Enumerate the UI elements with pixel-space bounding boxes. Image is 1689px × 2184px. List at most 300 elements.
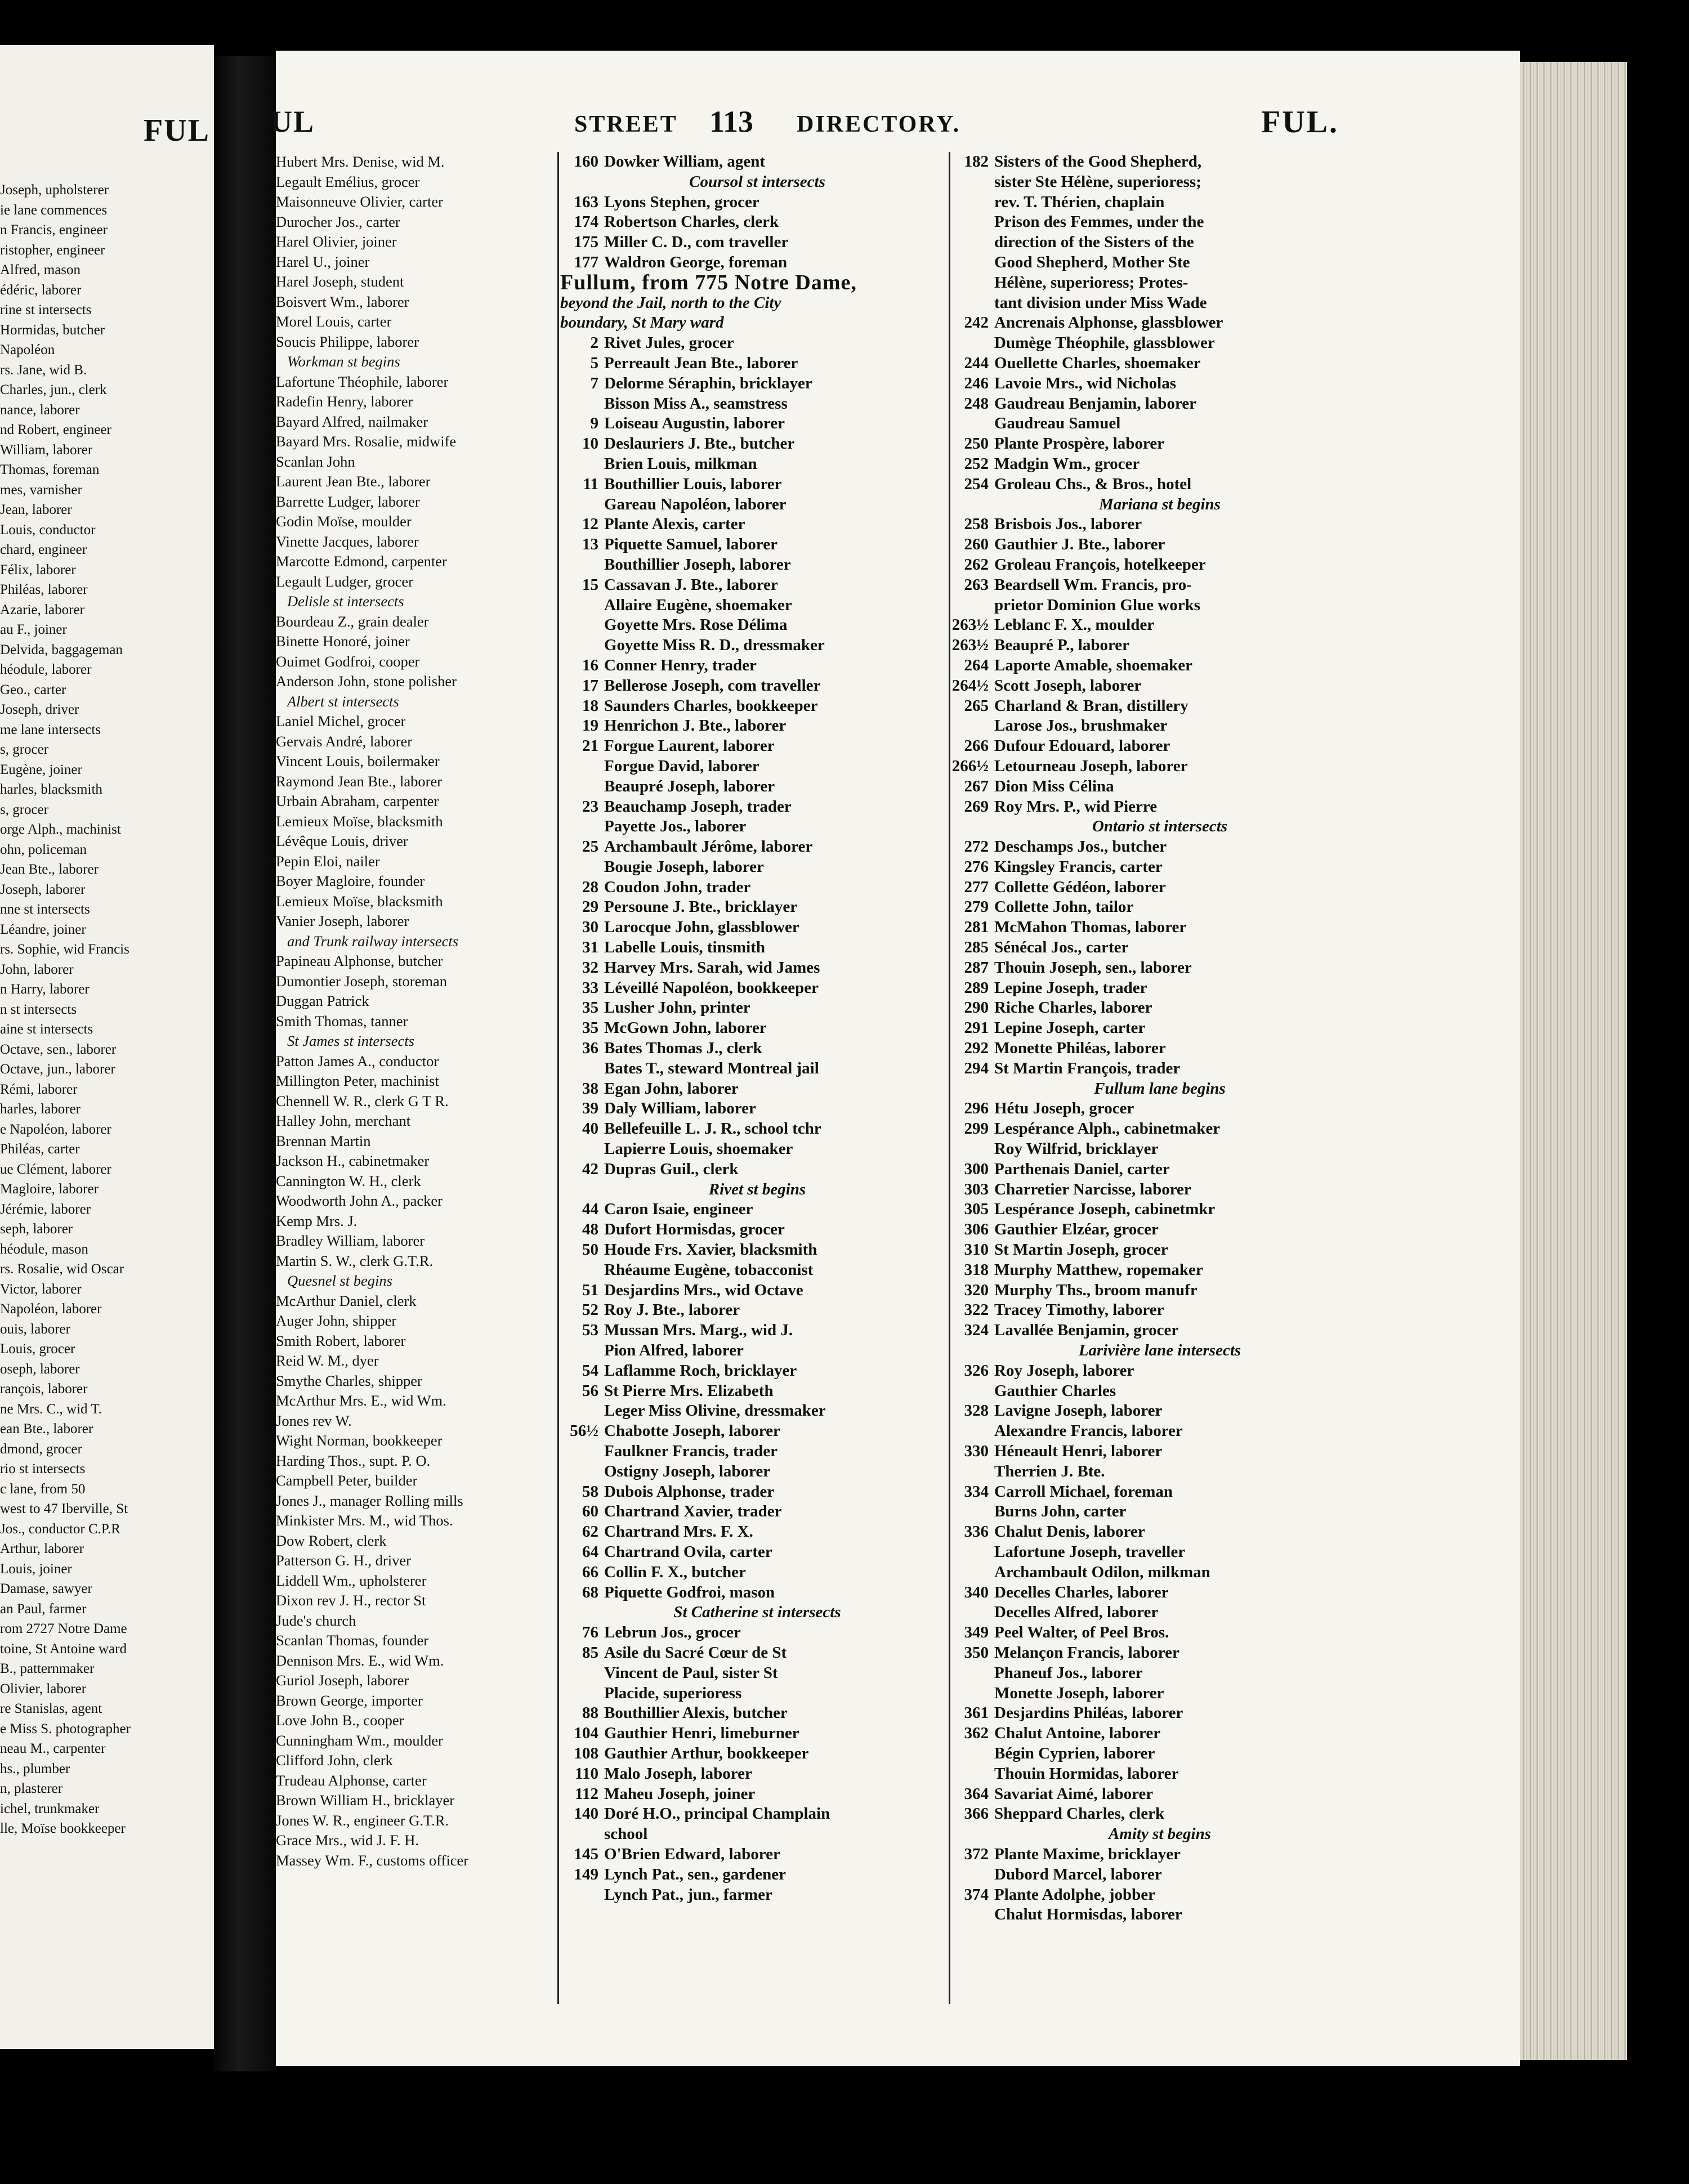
- resident-name: Laurent Jean Bte., laborer: [276, 473, 431, 490]
- header-left-running-head: UL: [270, 105, 315, 138]
- street-intersection-heading: Amity st begins: [1108, 1825, 1212, 1843]
- resident-name: Desjardins Philéas, laborer: [994, 1704, 1183, 1722]
- directory-entry: [560, 394, 954, 414]
- directory-entry: [276, 991, 546, 1012]
- directory-entry: [951, 615, 1368, 635]
- directory-entry: [560, 837, 954, 857]
- resident-name: Lavallée Benjamin, grocer: [994, 1321, 1179, 1340]
- house-number: 112: [575, 1784, 598, 1803]
- house-number: 276: [964, 857, 989, 876]
- directory-entry: [276, 1591, 546, 1611]
- resident-name: prietor Dominion Glue works: [994, 596, 1200, 614]
- directory-entry: [560, 978, 954, 999]
- directory-entry: [951, 777, 1368, 797]
- house-number: 244: [964, 353, 989, 372]
- house-number: 267: [964, 777, 989, 795]
- resident-name: Raymond Jean Bte., laborer: [276, 772, 443, 790]
- directory-entry: [560, 757, 954, 777]
- resident-name: Deslauriers J. Bte., butcher: [604, 435, 795, 453]
- resident-name: Rhéaume Eugène, tobacconist: [604, 1260, 814, 1279]
- directory-entry: [276, 972, 546, 992]
- directory-entry: [560, 1462, 954, 1482]
- directory-entry: [951, 1885, 1368, 1905]
- resident-name: Cannington W. H., clerk: [276, 1172, 421, 1189]
- resident-name: Gervais André, laborer: [276, 732, 413, 750]
- directory-entry: [276, 372, 546, 392]
- house-number: 279: [964, 898, 989, 916]
- resident-name: Robertson Charles, clerk: [604, 213, 779, 231]
- directory-entry: [560, 596, 954, 616]
- directory-entry: [951, 1361, 1368, 1381]
- directory-entry: [560, 1563, 954, 1583]
- fragment-line: s, grocer: [0, 742, 49, 757]
- fragment-line: aine st intersects: [0, 1022, 93, 1037]
- street-intersection-heading: Fullum lane begins: [1094, 1079, 1226, 1098]
- house-number: 182: [964, 153, 989, 171]
- directory-entry: [276, 1471, 546, 1491]
- directory-entry: [276, 232, 546, 252]
- fragment-line: Louis, grocer: [0, 1341, 75, 1357]
- directory-entry: [560, 1300, 954, 1321]
- resident-name: Godin Moïse, moulder: [276, 513, 412, 530]
- resident-name: Desjardins Mrs., wid Octave: [604, 1281, 803, 1299]
- fragment-line: John, laborer: [0, 961, 74, 977]
- resident-name: Therrien J. Bte.: [994, 1462, 1105, 1480]
- directory-entry: [951, 918, 1368, 938]
- directory-entry: [560, 193, 954, 213]
- resident-name: Jones W. R., engineer G.T.R.: [276, 1811, 449, 1829]
- fragment-line: William, laborer: [0, 442, 93, 458]
- resident-name: Martin S. W., clerk G.T.R.: [276, 1252, 434, 1269]
- resident-name: Brennan Martin: [276, 1132, 371, 1149]
- resident-name: Gareau Napoléon, laborer: [604, 495, 787, 513]
- resident-name: Scanlan John: [276, 453, 355, 470]
- fragment-line: an Paul, farmer: [0, 1601, 87, 1617]
- resident-name: Chartrand Mrs. F. X.: [604, 1523, 753, 1541]
- resident-name: Bellefeuille L. J. R., school tchr: [604, 1120, 821, 1138]
- resident-name: Radefin Henry, laborer: [276, 393, 413, 410]
- directory-entry: [560, 1361, 954, 1381]
- house-number: 266½: [951, 757, 989, 775]
- fragment-line: Delvida, baggageman: [0, 642, 123, 657]
- resident-name: Laporte Amable, shoemaker: [994, 656, 1192, 674]
- directory-entry: [951, 313, 1368, 333]
- resident-name: Peel Walter, of Peel Bros.: [994, 1623, 1169, 1642]
- directory-entry: [560, 918, 954, 938]
- house-number: 29: [582, 898, 598, 916]
- resident-name: Letourneau Joseph, laborer: [994, 757, 1188, 775]
- directory-entry: [951, 656, 1368, 676]
- resident-name: Deschamps Jos., butcher: [994, 838, 1167, 856]
- resident-name: Dubois Alphonse, trader: [604, 1482, 775, 1501]
- directory-entry: [276, 532, 546, 552]
- fragment-line: ohn, policeman: [0, 842, 87, 857]
- directory-entry: [560, 1583, 954, 1603]
- fragment-line: Hormidas, butcher: [0, 322, 105, 338]
- directory-entry: [951, 1200, 1368, 1220]
- directory-entry: [951, 1160, 1368, 1180]
- resident-name: Léveillé Napoléon, bookkeeper: [604, 978, 819, 997]
- listing-column-3: [951, 152, 1368, 1925]
- fragment-line: héodule, mason: [0, 1241, 88, 1257]
- resident-name: Harel U., joiner: [276, 253, 370, 270]
- resident-name: Massey Wm. F., customs officer: [276, 1851, 469, 1869]
- resident-name: Urbain Abraham, carpenter: [276, 793, 439, 809]
- fragment-line: Olivier, laborer: [0, 1681, 87, 1697]
- directory-entry: [560, 1865, 954, 1885]
- street-intersection-heading: Mariana st begins: [1099, 495, 1221, 513]
- directory-entry: [560, 232, 954, 253]
- directory-entry: [276, 1171, 546, 1192]
- house-number: 334: [964, 1482, 989, 1501]
- fragment-line: toine, St Antoine ward: [0, 1641, 127, 1657]
- resident-name: Conner Henry, trader: [604, 656, 757, 674]
- directory-entry: [560, 1522, 954, 1542]
- resident-name: Goyette Miss R. D., dressmaker: [604, 636, 825, 655]
- resident-name: Barrette Ludger, laborer: [276, 493, 420, 510]
- directory-entry: [276, 812, 546, 832]
- fragment-line: édéric, laborer: [0, 282, 82, 298]
- resident-name: Caron Isaie, engineer: [604, 1200, 753, 1219]
- fragment-line: Jean Bte., laborer: [0, 862, 99, 877]
- directory-entry: [560, 817, 954, 837]
- resident-name: Coudon John, trader: [604, 878, 751, 896]
- fragment-line: rançois, laborer: [0, 1381, 88, 1397]
- fragment-line: rs. Jane, wid B.: [0, 362, 87, 378]
- house-number: 40: [582, 1120, 598, 1138]
- resident-name: Henrichon J. Bte., laborer: [604, 717, 787, 735]
- house-number: 281: [964, 918, 989, 937]
- resident-name: Brisbois Jos., laborer: [994, 515, 1142, 534]
- directory-entry: [951, 1663, 1368, 1684]
- directory-entry: [276, 1811, 546, 1831]
- fragment-line: nd Robert, engineer: [0, 422, 111, 437]
- header-right-running-head: FUL.: [1261, 105, 1339, 140]
- house-number: 177: [574, 253, 598, 271]
- resident-name: Egan John, laborer: [604, 1079, 739, 1098]
- resident-name: Morel Louis, carter: [276, 313, 392, 330]
- house-number: 25: [582, 838, 598, 856]
- street-description: beyond the Jail, north to the City: [560, 293, 781, 312]
- directory-entry: [276, 1491, 546, 1511]
- directory-entry: [951, 978, 1368, 999]
- resident-name: Auger John, shipper: [276, 1312, 397, 1329]
- house-number: 322: [964, 1301, 989, 1319]
- resident-name: Bates T., steward Montreal jail: [604, 1059, 819, 1077]
- resident-name: Monette Philéas, laborer: [994, 1039, 1166, 1058]
- resident-name: Gaudreau Samuel: [994, 414, 1121, 433]
- directory-entry: [276, 432, 546, 452]
- house-number: 38: [582, 1079, 598, 1098]
- directory-entry: [276, 272, 546, 292]
- street-intersection-heading: Quesnel st begins: [287, 1272, 392, 1289]
- directory-entry: [276, 332, 546, 352]
- fragment-line: harles, blacksmith: [0, 782, 102, 797]
- directory-entry: [276, 732, 546, 752]
- directory-entry: [951, 1220, 1368, 1240]
- resident-name: Collin F. X., butcher: [604, 1563, 746, 1581]
- resident-name: Binette Honoré, joiner: [276, 633, 410, 650]
- directory-entry: [276, 572, 546, 592]
- resident-name: Halley John, merchant: [276, 1112, 411, 1129]
- resident-name: Soucis Philippe, laborer: [276, 333, 419, 350]
- resident-name: Love John B., cooper: [276, 1712, 404, 1729]
- resident-name: Plante Adolphe, jobber: [994, 1885, 1155, 1904]
- directory-entry: [951, 253, 1368, 273]
- fragment-line: lle, Moïse bookkeeper: [0, 1821, 126, 1836]
- house-number: 62: [582, 1523, 598, 1541]
- directory-entry: [560, 676, 954, 696]
- house-number: 39: [582, 1099, 598, 1118]
- directory-entry: [951, 555, 1368, 575]
- directory-entry: [276, 711, 546, 732]
- house-number: 33: [582, 978, 598, 997]
- resident-name: Maheu Joseph, joiner: [604, 1784, 756, 1803]
- directory-entry: [951, 1502, 1368, 1522]
- resident-name: Faulkner Francis, trader: [604, 1442, 778, 1460]
- directory-entry: [276, 1071, 546, 1091]
- house-number: 18: [582, 696, 598, 715]
- directory-entry: [951, 1784, 1368, 1805]
- fragment-line: dmond, grocer: [0, 1441, 82, 1457]
- house-number: 50: [582, 1241, 598, 1259]
- resident-name: Roy Wilfrid, bricklayer: [994, 1140, 1159, 1158]
- resident-name: Marcotte Edmond, carpenter: [276, 553, 447, 570]
- fragment-line: rio st intersects: [0, 1461, 86, 1476]
- house-number: 11: [583, 475, 598, 493]
- directory-entry: [560, 1845, 954, 1865]
- directory-entry: [560, 696, 954, 717]
- resident-name: Forgue David, laborer: [604, 757, 759, 775]
- resident-name: Legault Ludger, grocer: [276, 572, 413, 590]
- house-number: 32: [582, 958, 598, 977]
- directory-entry: [560, 1623, 954, 1643]
- directory-entry: [276, 911, 546, 932]
- resident-name: Durocher Jos., carter: [276, 213, 400, 230]
- street-intersection-heading: Delisle st intersects: [287, 593, 404, 610]
- house-number: 292: [964, 1039, 989, 1058]
- directory-entry: [276, 1791, 546, 1811]
- directory-entry: [560, 555, 954, 575]
- fragment-line: me lane intersects: [0, 722, 101, 737]
- house-number: 23: [582, 797, 598, 816]
- fragment-line: Azarie, laborer: [0, 602, 84, 617]
- house-number: 108: [574, 1744, 598, 1762]
- house-number: 145: [574, 1845, 598, 1863]
- fragment-line: Thomas, foreman: [0, 462, 100, 477]
- fragment-line: Louis, joiner: [0, 1561, 72, 1577]
- resident-name: Brown William H., bricklayer: [276, 1792, 455, 1809]
- resident-name: Dumontier Joseph, storeman: [276, 972, 447, 990]
- resident-name: Harvey Mrs. Sarah, wid James: [604, 958, 820, 977]
- resident-name: sister Ste Hélène, superioress;: [994, 172, 1201, 191]
- resident-name: Doré H.O., principal Champlain: [604, 1805, 830, 1823]
- house-number: 64: [582, 1542, 598, 1561]
- house-number: 364: [964, 1784, 989, 1803]
- house-number: 60: [582, 1502, 598, 1521]
- resident-name: Dow Robert, clerk: [276, 1532, 387, 1549]
- resident-name: Lepine Joseph, trader: [994, 978, 1147, 997]
- directory-entry: [951, 1381, 1368, 1402]
- directory-entry: [276, 1571, 546, 1591]
- house-number: 242: [964, 314, 989, 332]
- resident-name: school: [604, 1825, 648, 1843]
- directory-entry: [951, 414, 1368, 434]
- directory-entry: [560, 1724, 954, 1744]
- street-intersection-heading: Workman st begins: [287, 353, 400, 370]
- resident-name: McMahon Thomas, laborer: [994, 918, 1187, 937]
- directory-entry: [276, 1451, 546, 1471]
- fragment-line: Jérémie, laborer: [0, 1201, 91, 1217]
- house-number: 12: [582, 515, 598, 534]
- resident-name: Lusher John, printer: [604, 999, 750, 1017]
- directory-entry: [951, 1039, 1368, 1059]
- directory-entry: [276, 1691, 546, 1711]
- directory-entry: [951, 353, 1368, 374]
- resident-name: Thouin Joseph, sen., laborer: [994, 958, 1192, 977]
- directory-entry: [276, 172, 546, 193]
- resident-name: Larose Jos., brushmaker: [994, 717, 1168, 735]
- house-number: 2: [590, 334, 598, 352]
- resident-name: Jones rev W.: [276, 1412, 352, 1429]
- resident-name: Roy Joseph, laborer: [994, 1361, 1134, 1380]
- directory-entry: [276, 772, 546, 792]
- resident-name: Thouin Hormidas, laborer: [994, 1764, 1179, 1783]
- house-number: 52: [582, 1301, 598, 1319]
- resident-name: Pion Alfred, laborer: [604, 1341, 744, 1360]
- directory-entry: [560, 1139, 954, 1160]
- fragment-line: e Miss S. photographer: [0, 1721, 131, 1737]
- directory-entry: [276, 1251, 546, 1272]
- house-number: 350: [964, 1643, 989, 1662]
- directory-entry: [560, 575, 954, 596]
- directory-entry: [951, 676, 1368, 696]
- directory-entry: [560, 535, 954, 555]
- resident-name: Dennison Mrs. E., wid Wm.: [276, 1652, 444, 1669]
- resident-name: Delorme Séraphin, bricklayer: [604, 374, 812, 392]
- fragment-line: Louis, conductor: [0, 522, 96, 538]
- house-number: 285: [964, 938, 989, 957]
- fragment-line: rs. Sophie, wid Francis: [0, 942, 129, 957]
- fragment-line: Philéas, carter: [0, 1142, 80, 1157]
- directory-entry: [951, 1905, 1368, 1925]
- directory-entry: [560, 958, 954, 978]
- directory-entry: [276, 412, 546, 432]
- resident-name: Roy J. Bte., laborer: [604, 1301, 740, 1319]
- house-number: 104: [574, 1724, 598, 1743]
- directory-entry: [276, 1531, 546, 1551]
- directory-entry: [951, 172, 1368, 193]
- directory-entry: [276, 1631, 546, 1651]
- resident-name: Good Shepherd, Mother Ste: [994, 253, 1190, 271]
- resident-name: McGown John, laborer: [604, 1019, 767, 1037]
- fragment-line: Joseph, laborer: [0, 881, 86, 897]
- directory-entry: [276, 552, 546, 572]
- resident-name: Boisvert Wm., laborer: [276, 293, 409, 310]
- resident-name: Bouthillier Alexis, butcher: [604, 1704, 788, 1722]
- resident-name: Brown George, importer: [276, 1691, 423, 1709]
- resident-name: Gauthier J. Bte., laborer: [994, 535, 1165, 554]
- house-number: 263½: [951, 616, 989, 634]
- house-number: 318: [964, 1260, 989, 1279]
- directory-entry: [951, 1442, 1368, 1462]
- resident-name: Vinette Jacques, laborer: [276, 532, 419, 550]
- directory-entry: [276, 1391, 546, 1411]
- house-number: 7: [590, 374, 598, 392]
- directory-entry: [951, 696, 1368, 717]
- directory-entry: [951, 897, 1368, 918]
- directory-entry: [560, 938, 954, 958]
- directory-entry: [951, 193, 1368, 213]
- house-number: 263: [964, 575, 989, 594]
- fragment-line: Léandre, joiner: [0, 921, 86, 937]
- resident-name: Melançon Francis, laborer: [994, 1643, 1179, 1662]
- fragment-line: rs. Rosalie, wid Oscar: [0, 1261, 124, 1277]
- house-number: 48: [582, 1220, 598, 1239]
- resident-name: Waldron George, foreman: [604, 253, 788, 271]
- fragment-line: Geo., carter: [0, 682, 66, 697]
- resident-name: Duggan Patrick: [276, 992, 369, 1009]
- house-number: 300: [964, 1160, 989, 1178]
- house-number: 324: [964, 1321, 989, 1340]
- directory-entry: [951, 635, 1368, 656]
- fragment-line: héodule, laborer: [0, 662, 92, 677]
- directory-entry: [276, 392, 546, 412]
- house-number: 31: [582, 938, 598, 957]
- street-title: Fullum, from 775 Notre Dame,: [560, 270, 857, 294]
- directory-entry: [951, 938, 1368, 958]
- fragment-line: harles, laborer: [0, 1102, 81, 1117]
- house-number: 16: [582, 656, 598, 674]
- directory-entry: [951, 1703, 1368, 1724]
- resident-name: Groleau François, hotelkeeper: [994, 555, 1206, 574]
- fragment-line: rom 2727 Notre Dame: [0, 1621, 127, 1636]
- house-number: 264: [964, 656, 989, 674]
- house-number: 263½: [951, 636, 989, 655]
- resident-name: Phaneuf Jos., laborer: [994, 1663, 1143, 1682]
- resident-name: Bisson Miss A., seamstress: [604, 394, 788, 413]
- street-description: boundary, St Mary ward: [560, 314, 724, 332]
- directory-entry: [276, 1311, 546, 1331]
- directory-entry: [951, 212, 1368, 232]
- resident-name: Dumège Théophile, glassblower: [994, 334, 1215, 352]
- resident-name: Laniel Michel, grocer: [276, 713, 406, 730]
- resident-name: Collette John, tailor: [994, 898, 1134, 916]
- house-number: 10: [582, 435, 598, 453]
- resident-name: Bayard Alfred, nailmaker: [276, 413, 428, 430]
- fragment-line: n st intersects: [0, 1001, 77, 1017]
- directory-entry: [560, 1321, 954, 1341]
- resident-name: tant division under Miss Wade: [994, 293, 1207, 312]
- directory-entry: [276, 1091, 546, 1112]
- fragment-line: B., patternmaker: [0, 1661, 95, 1676]
- book-gutter: [214, 56, 276, 2071]
- directory-entry: [276, 1191, 546, 1211]
- resident-name: Piquette Samuel, laborer: [604, 535, 778, 554]
- directory-entry: [276, 452, 546, 472]
- resident-name: St Martin Joseph, grocer: [994, 1241, 1168, 1259]
- resident-name: Hubert Mrs. Denise, wid M.: [276, 153, 445, 170]
- fragment-line: ne Mrs. C., wid T.: [0, 1401, 102, 1417]
- directory-entry: [951, 1764, 1368, 1784]
- directory-entry: [951, 958, 1368, 978]
- directory-entry: [951, 1421, 1368, 1442]
- directory-entry: [276, 1611, 546, 1631]
- fragment-line: Joseph, upholsterer: [0, 182, 109, 198]
- resident-name: Lemieux Moïse, blacksmith: [276, 812, 443, 830]
- directory-entry: [951, 1623, 1368, 1643]
- house-number: 366: [964, 1805, 989, 1823]
